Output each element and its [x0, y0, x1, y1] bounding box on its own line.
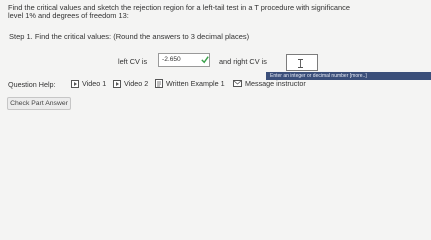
video-icon	[113, 80, 121, 88]
message-instructor-link[interactable]	[233, 79, 306, 88]
video-icon	[71, 80, 79, 88]
check-icon	[201, 55, 209, 64]
left-cv-input[interactable]: -2.650	[158, 53, 210, 67]
video-1-label: Video 1	[82, 79, 107, 88]
text-cursor-icon	[297, 59, 304, 68]
video-2-link[interactable]	[113, 79, 148, 88]
video-2-label: Video 2	[124, 79, 149, 88]
message-instructor-label: Message instructor	[245, 79, 306, 88]
input-hint-tooltip: Enter an integer or decimal number [more..]	[266, 72, 431, 80]
step-instruction: Step 1. Find the critical values: (Round the answers to 3 decimal places)	[9, 32, 250, 41]
document-icon	[155, 79, 163, 88]
check-part-answer-button[interactable]: Check Part Answer	[7, 97, 71, 110]
question-text-line-2: level 1% and degrees of freedom 13:	[8, 11, 129, 20]
mail-icon	[233, 80, 242, 87]
written-example-link[interactable]	[155, 79, 225, 88]
left-cv-label: left CV is	[118, 57, 148, 66]
video-1-link[interactable]	[71, 79, 106, 88]
question-text-line-1: Find the critical values and sketch the rejection region for a left-tail test in a T procedure with significance	[8, 3, 350, 12]
written-example-label: Written Example 1	[166, 79, 225, 88]
right-cv-label: and right CV is	[219, 57, 267, 66]
question-help-label: Question Help:	[8, 80, 56, 89]
